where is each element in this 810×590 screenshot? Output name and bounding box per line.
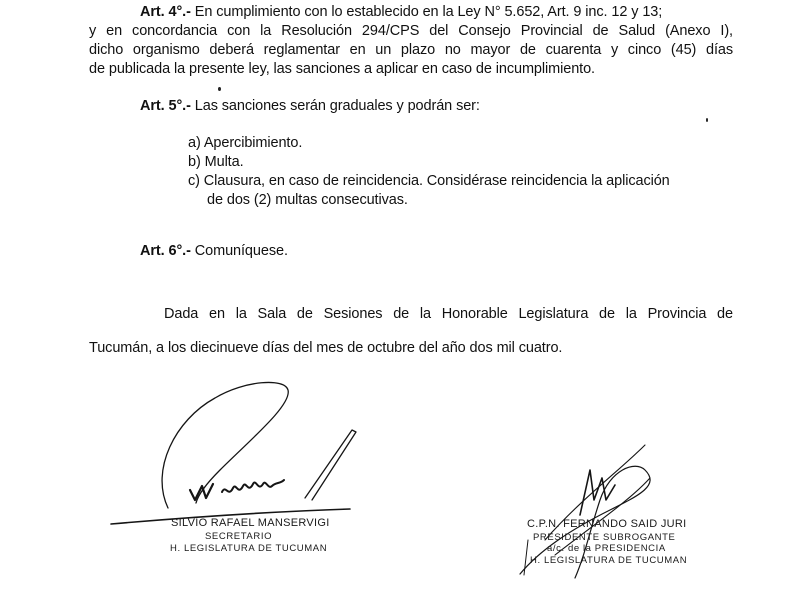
article-4-label: Art. 4°.- <box>140 4 191 20</box>
signature-1-title: SECRETARIO <box>205 531 273 542</box>
closing-line-2: Tucumán, a los diecinueve días del mes de octubre del año dos mil cuatro. <box>89 340 563 356</box>
article-6-text: Comuníquese. <box>194 243 288 259</box>
closing-line-1: Dada en la Sala de Sesiones de la Honorable Legislatura de la Provincia de <box>164 306 733 322</box>
list-item-a: a) Apercibimiento. <box>188 135 303 151</box>
list-item-b: b) Multa. <box>188 154 244 170</box>
signature-1-org: H. LEGISLATURA DE TUCUMAN <box>170 543 328 554</box>
signature-1-name: SILVIO RAFAEL MANSERVIGI <box>171 517 330 529</box>
article-5-label: Art. 5°.- <box>140 98 191 114</box>
article-4-line-4: de publicada la presente ley, las sanciones a aplicar en caso de incumplimiento. <box>89 61 595 77</box>
article-4-line-2: y en concordancia con la Resolución 294/CPS del Consejo Provincial de Salud (Anexo I), <box>89 23 733 39</box>
list-item-c-continuation: de dos (2) multas consecutivas. <box>207 192 408 208</box>
signature-2-subtitle: a/c. de la PRESIDENCIA <box>547 543 666 554</box>
article-4-line-3: dicho organismo deberá reglamentar en un plazo no mayor de cuarenta y cinco (45) días <box>89 42 733 58</box>
signature-2-title: PRESIDENTE SUBROGANTE <box>533 532 676 543</box>
article-6-label: Art. 6°.- <box>140 243 191 259</box>
signature-2-name: C.P.N. FERNANDO SAID JURI <box>527 518 687 530</box>
list-item-c: c) Clausura, en caso de reincidencia. Considérase reincidencia la aplicación <box>188 173 670 189</box>
article-4-text: En cumplimiento con lo establecido en la Ley N° 5.652, Art. 9 inc. 12 y 13; <box>194 4 663 20</box>
signature-2-org: H. LEGISLATURA DE TUCUMAN <box>530 555 688 566</box>
article-5-text: Las sanciones serán graduales y podrán ser: <box>194 98 480 114</box>
